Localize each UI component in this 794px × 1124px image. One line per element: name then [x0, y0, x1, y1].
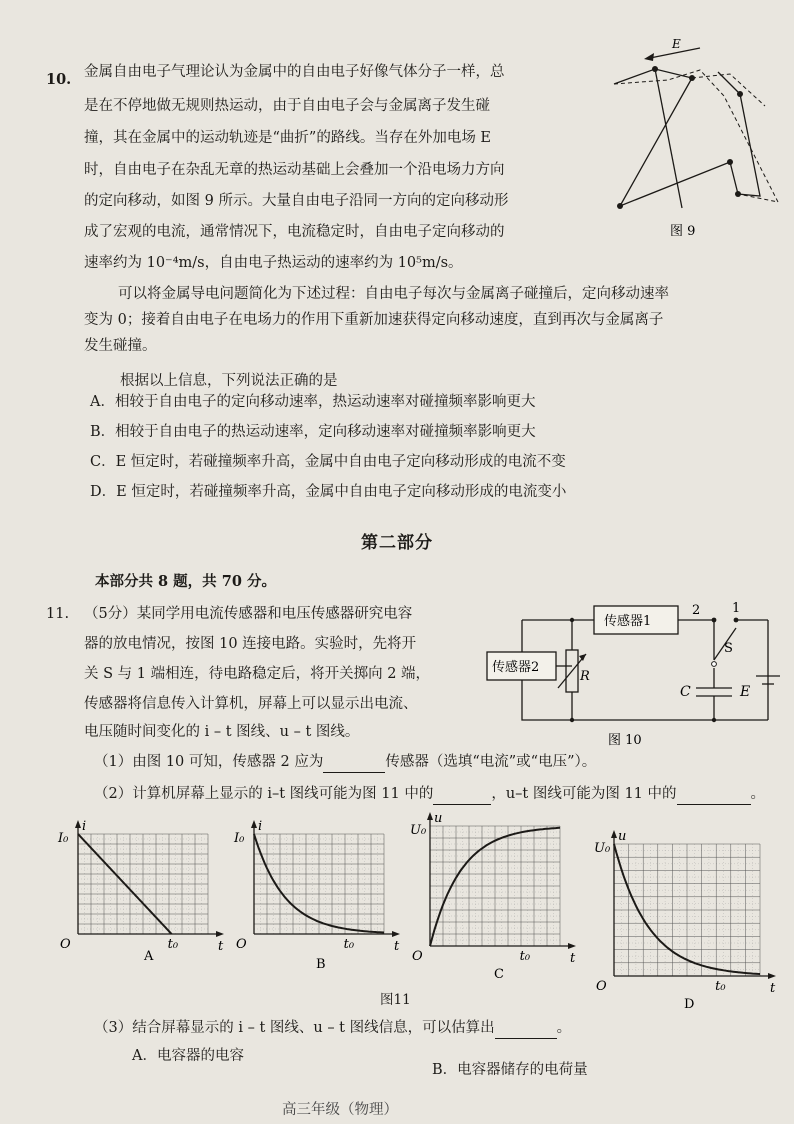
- q10-line-6: 成了宏观的电流，通常情况下，电流稳定时，自由电子定向移动的: [84, 224, 505, 240]
- figure-11-caption: 图11: [380, 992, 411, 1008]
- answer-blank-4[interactable]: [495, 1018, 557, 1039]
- graph-option-label: A: [144, 949, 154, 964]
- t-axis-label: t: [394, 939, 400, 954]
- y-axis-arrow: [611, 830, 617, 838]
- part-2-summary: 本部分共 8 题，共 70 分。: [95, 573, 276, 590]
- sensor-1-label: 传感器1: [604, 614, 652, 629]
- resistor-label: R: [580, 669, 590, 684]
- figure-9-caption: 图 9: [670, 224, 696, 236]
- origin-label: O: [60, 937, 71, 952]
- y0-label: U₀: [594, 841, 611, 856]
- terminal-1-label: 1: [732, 601, 741, 616]
- t0-label: t₀: [519, 949, 531, 964]
- origin-label: O: [412, 949, 423, 964]
- field-label: E: [672, 37, 681, 51]
- field-arrowhead: [644, 53, 654, 61]
- thermal-path-2: [692, 74, 765, 106]
- answer-blank-2[interactable]: [433, 784, 491, 805]
- origin-label: O: [596, 979, 607, 994]
- sensor-2-label: 传感器2: [492, 660, 540, 675]
- q11-line-4: 传感器将信息传入计算机，屏幕上可以显示出电流、: [84, 696, 418, 712]
- collision-point: [735, 191, 741, 197]
- q10-line-4: 时，自由电子在杂乱无章的热运动基础上会叠加一个沿电场力方向: [84, 162, 505, 178]
- q10-option-d[interactable]: D．E 恒定时，若碰撞频率升高，金属中自由电子定向移动形成的电流变小: [90, 484, 567, 500]
- graph-b: [232, 820, 402, 968]
- q10-option-c[interactable]: C．E 恒定时，若碰撞频率升高，金属中自由电子定向移动形成的电流不变: [90, 454, 566, 470]
- q11-line-3: 关 S 与 1 端相连，待电路稳定后，将开关掷向 2 端，: [84, 666, 431, 682]
- q11-sub2: （2）计算机屏幕上显示的 i–t 图线可能为图 11 中的 ，u–t 图线可能为图 11 中的 。: [94, 784, 765, 805]
- y0-label: U₀: [410, 823, 427, 838]
- t-axis-label: t: [570, 951, 576, 966]
- q11-sub1: （1）由图 10 可知，传感器 2 应为 传感器（选填“电流”或“电压”）。: [94, 752, 596, 773]
- page-footer: 高三年级（物理）: [282, 1102, 398, 1118]
- y-axis-arrow: [251, 820, 257, 828]
- graph-a: [56, 820, 226, 968]
- part-2-title: 第二部分: [361, 533, 433, 553]
- t0-label: t₀: [167, 937, 179, 952]
- q10-para2-line-3: 发生碰撞。: [84, 338, 157, 354]
- q10-para2-line-1: 可以将金属导电问题简化为下述过程：自由电子每次与金属离子碰撞后，定向移动速率: [118, 286, 669, 302]
- capacitor-label: C: [680, 684, 691, 700]
- collision-point: [737, 91, 743, 97]
- t-axis-arrow: [392, 931, 400, 937]
- q10-prompt: 根据以上信息，下列说法正确的是: [120, 373, 338, 389]
- q11-sub3-option-a[interactable]: A．电容器的电容: [132, 1048, 244, 1064]
- collision-point: [617, 203, 623, 209]
- q10-line-5: 的定向移动，如图 9 所示。大量自由电子沿同一方向的定向移动形: [84, 193, 509, 209]
- collision-point: [689, 75, 695, 81]
- y-axis-label: u: [434, 812, 443, 826]
- source-label: E: [740, 684, 751, 700]
- y-axis-arrow: [75, 820, 81, 828]
- q10-option-a[interactable]: A．相较于自由电子的定向移动速率，热运动速率对碰撞频率影响更大: [90, 394, 536, 410]
- question-11-number: 11.: [46, 606, 70, 622]
- y0-label: I₀: [234, 831, 245, 846]
- switch-label: S: [724, 641, 733, 656]
- q11-sub3-option-b[interactable]: B．电容器储存的电荷量: [432, 1062, 588, 1078]
- t-axis-label: t: [770, 981, 776, 996]
- figure-10-circuit: [482, 600, 782, 748]
- y0-label: I₀: [58, 831, 69, 846]
- t-axis-arrow: [768, 973, 776, 979]
- y-axis-label: i: [82, 820, 87, 834]
- q11-line-5: 电压随时间变化的 i – t 图线、u – t 图线。: [84, 724, 360, 740]
- collision-point: [652, 66, 658, 72]
- q10-line-1: 金属自由电子气理论认为金属中的自由电子好像气体分子一样，总: [84, 64, 505, 80]
- y-axis-arrow: [427, 812, 433, 820]
- t-axis-arrow: [568, 943, 576, 949]
- t0-label: t₀: [715, 979, 726, 994]
- q11-line-1: （5分）某同学用电流传感器和电压传感器研究电容: [84, 606, 413, 622]
- y-axis-label: i: [258, 820, 263, 834]
- graph-option-label: D: [684, 997, 695, 1010]
- collision-point: [727, 159, 733, 165]
- t-axis-arrow: [216, 931, 224, 937]
- terminal-2-label: 2: [692, 603, 701, 618]
- t-axis-label: t: [218, 939, 224, 954]
- thermal-path: [614, 70, 778, 202]
- figure-10-caption: 图 10: [608, 733, 642, 748]
- t0-label: t₀: [343, 937, 355, 952]
- graph-c: [408, 812, 578, 980]
- answer-blank-3[interactable]: [677, 784, 751, 805]
- question-10-number: 10.: [46, 71, 72, 88]
- y-axis-label: u: [618, 830, 627, 844]
- q10-para2-line-2: 变为 0；接着自由电子在电场力的作用下重新加速获得定向移动速度，直到再次与金属离子: [84, 312, 664, 328]
- graph-option-label: C: [494, 967, 504, 980]
- origin-label: O: [236, 937, 247, 952]
- q10-speed-line: 速率约为 10⁻⁴m/s，自由电子热运动的速率约为 10⁵m/s。: [84, 255, 463, 271]
- q10-line-3: 撞，其在金属中的运动轨迹是“曲折”的路线。当存在外加电场 E: [84, 130, 492, 146]
- q10-line-2: 是在不停地做无规则热运动，由于自由电子会与金属离子发生碰: [84, 98, 490, 114]
- q11-sub3: （3）结合屏幕显示的 i – t 图线、u – t 图线信息，可以估算出 。: [94, 1018, 571, 1039]
- graph-d: [592, 830, 778, 1010]
- figure-9-electron-path: [600, 36, 790, 236]
- q10-option-b[interactable]: B．相较于自由电子的热运动速率，定向移动速率对碰撞频率影响更大: [90, 424, 536, 440]
- graph-option-label: B: [316, 957, 326, 968]
- actual-path: [614, 69, 760, 206]
- answer-blank-1[interactable]: [323, 752, 385, 773]
- q11-line-2: 器的放电情况，按图 10 连接电路。实验时，先将开: [84, 636, 417, 652]
